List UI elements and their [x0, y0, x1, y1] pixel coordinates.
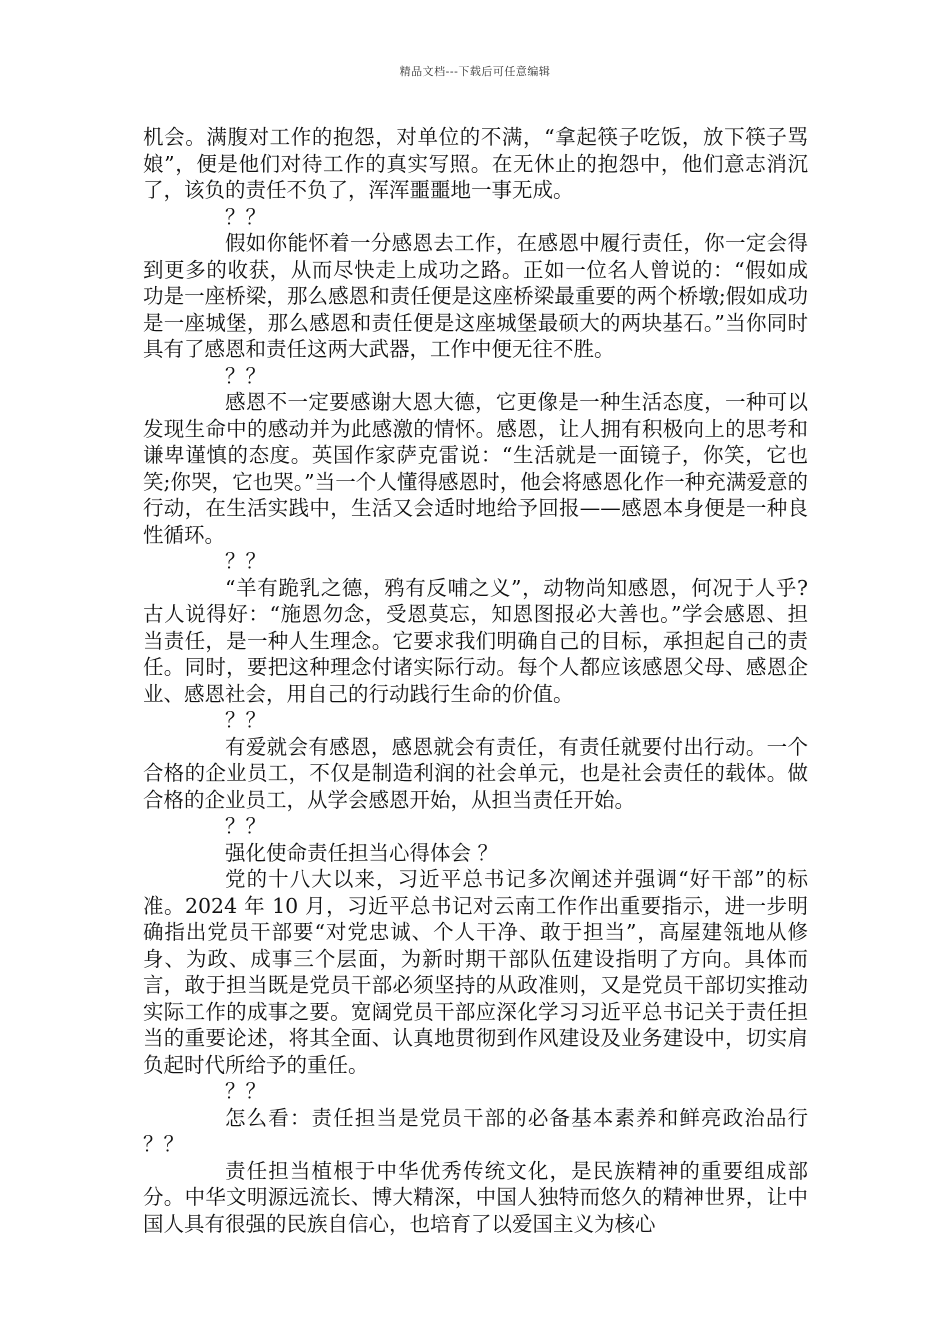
separator-marks: ？？ [225, 549, 266, 573]
page-header: 精品文档---下载后可任意编辑 [399, 65, 551, 78]
section-heading: 强化使命责任担当心得体会 ？ [225, 840, 499, 865]
separator-marks: ？？ [225, 363, 266, 388]
document-body [143, 124, 808, 1237]
paragraph: 责任担当植根于中华优秀传统文化，是民族精神的重要组成部分。中华文明源远流长、博大精深，中国人独特而悠久的精神世界，让中国人具有很强的民族自信心，也培育了以爱国主义为核心 [143, 1158, 808, 1236]
separator-marks: ？？ [225, 1079, 266, 1103]
paragraph: 机会。满腹对工作的抱怨，对单位的不满，“拿起筷子吃饭，放下筷子骂娘”，便是他们对待工作的真实写照。在无休止的抱怨中，他们意志消沉了，该负的责任不负了，浑浑噩噩地一事无成。 [143, 125, 808, 202]
paragraph: 有爱就会有感恩，感恩就会有责任，有责任就要付出行动。一个合格的企业员工，不仅是制造利润的社会单元，也是社会责任的载体。做合格的企业员工，从学会感恩开始，从担当责任开始。 [143, 734, 808, 812]
paragraph: 感恩不一定要感谢大恩大德，它更像是一种生活态度，一种可以发现生命中的感动并为此感激的情怀。感恩，让人拥有积极向上的思考和谦卑谨慎的态度。英国作家萨克雷说：“生活就是一面镜子，你笑，它也笑;你哭，它也哭。”当一个人懂得感恩时，他会将感恩化作一种充满爱意的行动，在生活实践中，生活又会适时地给予回报——感恩本身便是一种良性循环。 [143, 390, 808, 547]
separator-marks: ？？ [225, 814, 266, 838]
paragraph: 假如你能怀着一分感恩去工作，在感恩中履行责任，你一定会得到更多的收获，从而尽快走上成功之路。正如一位名人曾说的：“假如成功是一座桥梁，那么感恩和责任便是这座桥梁最重要的两个桥墩;假如成功是一座城堡，那么感恩和责任便是这座城堡最硕大的两块基石。”当你同时具有了感恩和责任这两大武器，工作中便无往不胜。 [143, 231, 808, 361]
separator-marks: ？？ [225, 204, 266, 229]
paragraph: “羊有跪乳之德，鸦有反哺之义”，动物尚知感恩，何况于人乎?古人说得好：“施恩勿念，受恩莫忘，知恩图报必大善也。”学会感恩、担当责任，是一种人生理念。它要求我们明确自己的目标，承担起自己的责任。同时，要把这种理念付诸实际行动。每个人都应该感恩父母、感恩企业、感恩社会，用自己的行动践行生命的价值。 [143, 575, 808, 706]
paragraph: 党的十八大以来，习近平总书记多次阐述并强调“好干部”的标准。2024 年 10 月，习近平总书记对云南工作作出重要指示，进一步明确指出党员干部要“对党忠诚、个人干净、敢于担当”，高屋建瓴地从修身、为政、成事三个层面，为新时期干部队伍建设指明了方向。具体而言，敢于担当既是党员干部必须坚持的从政准则，又是党员干部切实推动实际工作的成事之要。宽阔党员干部应深化学习习近平总书记关于责任担当的重要论述，将其全面、认真地贯彻到作风建设及业务建设中，切实肩负起时代所给予的重任。 [143, 867, 808, 1077]
separator-marks: ？？ [225, 708, 266, 732]
section-subheading: 怎么看：责任担当是党员干部的必备基本素养和鲜亮政治品行 ？？ [143, 1105, 808, 1156]
